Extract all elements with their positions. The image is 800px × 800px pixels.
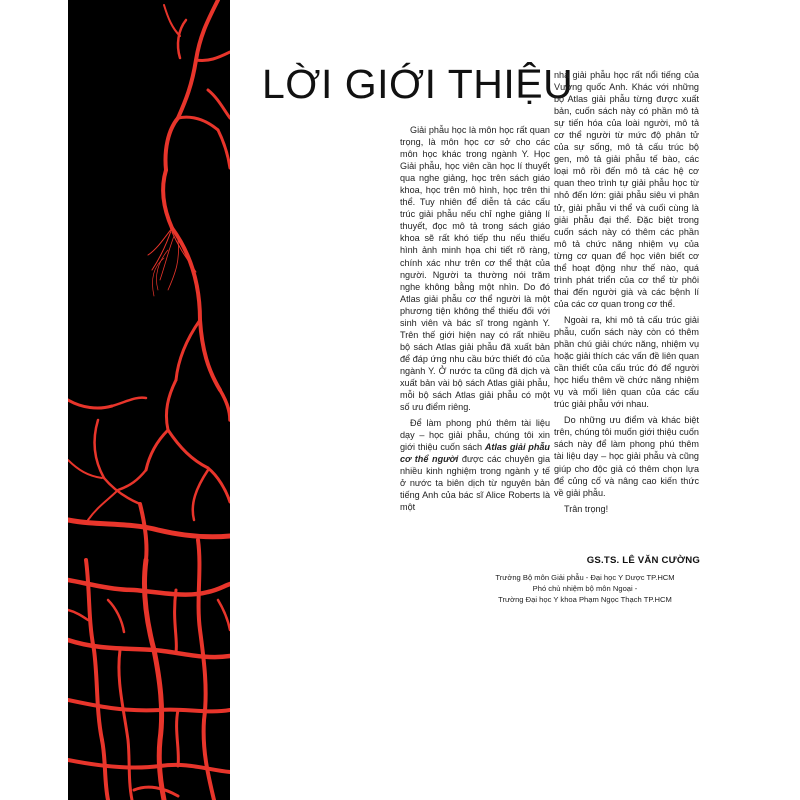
author-titles xyxy=(470,572,700,605)
intro-paragraph-5: Do những ưu điểm và khác biệt trên, chúng tôi muốn giới thiệu cuốn sách này để làm phong phú thêm tài liệu dạy – học giải phẫu và cũng giúp cho độc giả có thêm chọn lựa để củng cố và nâng cao kiến thức về giải phẫu. xyxy=(554,415,699,498)
paragraph-2-text-start: Để làm phong phú thêm tài liệu dạy – học giải phẫu, chúng tôi xin giới thiệu cuốn sách xyxy=(400,418,550,453)
closing-line: Trân trọng! xyxy=(564,503,609,514)
author-title-line-2: Phó chủ nhiệm bộ môn Ngoại - xyxy=(532,584,638,593)
page-title: LỜI GIỚI THIỆU xyxy=(262,61,574,107)
right-text-column xyxy=(554,69,699,519)
paragraph-2-text-end: được các chuyên gia nhiều kinh nghiệm trong ngành y tế ở nước ta biên dịch từ nguyên bản tiếng Anh của bác sĩ Alice Roberts là một xyxy=(400,454,551,513)
intro-paragraph-3: nhà giải phẫu học rất nổi tiếng của Vương quốc Anh. Khác với những bộ Atlas giải phẫu từng được xuất bản, cuốn sách này có phần mô tả sự tiến hóa của loài người, mô tả cơ thể người từ mức độ phân tử của sự sống, mô tả cấu trúc bộ gen, mô tả giải phẫu tế bào, các loại mô rồi đến mô tả các hệ cơ quan theo trình tự giải phẫu học từ nhỏ đến lớn: giải phẫu siêu vi phân tử, giải phẫu vi thể và cuối cùng là giải phẫu đại thể. Đặc biệt trong cuốn sách này có thêm các phần mô tả chức năng nhiệm vụ của từng cơ quan để học viên biết cơ thể hoạt động như thế nào, quá trình phát triển của cơ thể từ phôi thai đến người già và các bệnh lí của các cơ quan trong cơ thể. xyxy=(554,70,699,309)
red-blood-vessel-network-illustration xyxy=(68,0,230,800)
author-name: GS.TS. LÊ VĂN CƯỜNG xyxy=(586,555,700,566)
book-title: Atlas giải phẫu cơ thể người xyxy=(400,442,550,465)
author-title-line-3: Trường Đại học Y khoa Phạm Ngọc Thạch TP.HCM xyxy=(498,595,672,604)
signature-block xyxy=(470,555,700,605)
author-title-line-1: Trưởng Bộ môn Giải phẫu - Đại học Y Dược TP.HCM xyxy=(495,573,675,582)
intro-paragraph-4: Ngoài ra, khi mô tả cấu trúc giải phẫu, cuốn sách này còn có thêm phần chú giải chức năng, nhiệm vụ hoặc giải thích các vấn đề liên quan cần thiết của cấu trúc đó để người học hiểu thêm về chức năng nhiệm vụ và mối liên quan của các cấu trúc giải phẫu với nhau. xyxy=(554,314,699,410)
intro-paragraph-1: Giải phẫu học là môn học rất quan trọng, là môn học cơ sở cho các môn học khác trong ngành Y. Học Giải phẫu, học viên cần học lí thuyết qua nghe giảng, học trên sách giáo khoa, học trên mô hình, học trên thi thể. Tuy nhiên để diễn tả các cấu trúc giải phẫu nếu chỉ nghe giảng lí thuyết, đọc mô tả trong sách giáo khoa sẽ rất khó tiếp thu nếu thiếu hình ảnh minh họa chi tiết rõ ràng, chính xác như trên cơ thể thật của người. Người ta thường nói trăm nghe không bằng một nhìn. Do đó Atlas giải phẫu cơ thể người là một phương tiện không thể thiếu đối với sinh viên và bác sĩ trong ngành Y. Trên thế giới hiện nay có rất nhiều bộ sách Atlas giải phẫu đã xuất bản để đáp ứng nhu cầu bức thiết đó của ngành Y. Ở nước ta cũng đã dịch và xuất bản vài bộ sách Atlas giải phẫu, mỗi bộ sách Atlas giải phẫu có một số ưu điểm riêng. xyxy=(400,125,550,413)
intro-paragraph-2 xyxy=(400,417,550,513)
vessel-artwork-panel xyxy=(68,0,230,800)
left-text-column xyxy=(400,124,550,518)
